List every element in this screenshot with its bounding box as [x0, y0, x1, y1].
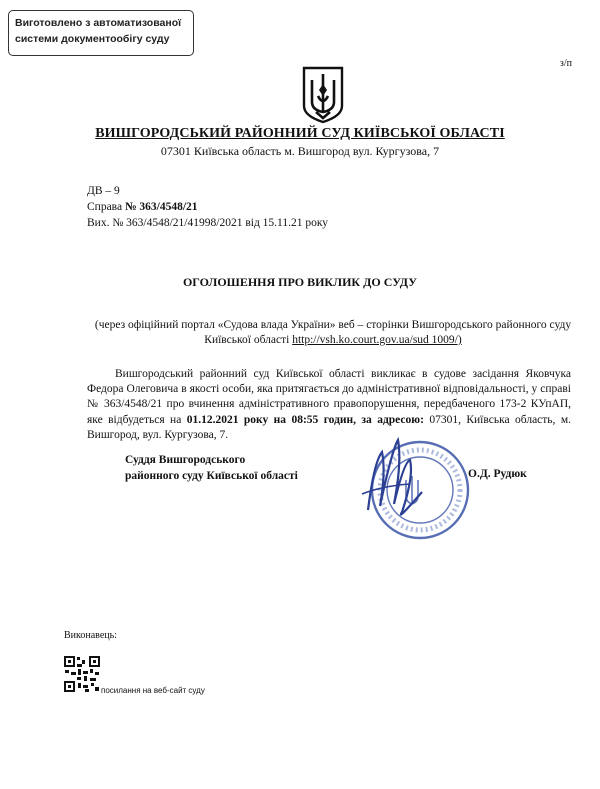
document-meta [87, 183, 328, 231]
judge-title-line-2: районного суду Київської області [125, 470, 298, 482]
notice-title: ОГОЛОШЕННЯ ПРО ВИКЛИК ДО СУДУ [182, 275, 418, 289]
summons-part-2: року на [238, 413, 292, 426]
court-website-link[interactable]: http://vsh.ko.court.gov.ua/sud 1009/) [292, 334, 462, 346]
coat-of-arms-icon [302, 66, 344, 124]
form-code: ДВ – 9 [87, 185, 120, 197]
portal-note [88, 318, 578, 348]
automated-system-stamp [8, 10, 194, 56]
summons-text [87, 367, 571, 443]
outgoing-number: Вих. № 363/4548/21/41998/2021 від 15.11.21 року [87, 217, 329, 229]
stamp-line-2: системи документообігу суду [15, 33, 170, 45]
portal-text: (через офіційний портал «Судова влада України» веб – сторінки Вишгородського районного суду Київської області [94, 319, 572, 346]
qr-code-icon[interactable] [63, 655, 101, 693]
hearing-date: 01.12.2021 [186, 413, 239, 426]
case-line [87, 199, 328, 215]
page-marker: з/п [559, 58, 572, 69]
judge-title [125, 452, 298, 484]
executor-label: Виконавець: [64, 630, 117, 641]
court-address: 07301 Київська область м. Вишгород вул. Кургузова, 7 [160, 144, 440, 158]
court-seal-icon [352, 432, 472, 547]
qr-caption: посилання на веб-сайт суду [101, 686, 205, 695]
case-label: Справа [87, 201, 123, 213]
court-title: ВИШГОРОДСЬКИЙ РАЙОННИЙ СУД КИЇВСЬКОЇ ОБЛАСТІ [95, 126, 505, 141]
case-number: № 363/4548/21 [124, 201, 198, 213]
summons-part-3: годин, за адресою: [318, 413, 430, 426]
stamp-line-1: Виготовлено з автоматизованої [15, 17, 182, 29]
summons-part-1: Вишгородський районний суд Київської області викликає в судове засідання Яковчука Федора Олеговича в якості особи, яка притягається до адміністративної відповідальності, у справі № 363/4548/21 про вчинення адміністративного правопорушення, передбаченого 173-2 КУпАП, яке відбудеться на [87, 368, 571, 426]
judge-name: О.Д. Рудюк [468, 468, 527, 480]
judge-title-line-1: Суддя Вишгородського [125, 454, 246, 466]
hearing-address: 07301, Київська область, м. Вишгород, вул. Кургузова, 7. [87, 413, 571, 441]
hearing-time: 08:55 [291, 413, 319, 426]
